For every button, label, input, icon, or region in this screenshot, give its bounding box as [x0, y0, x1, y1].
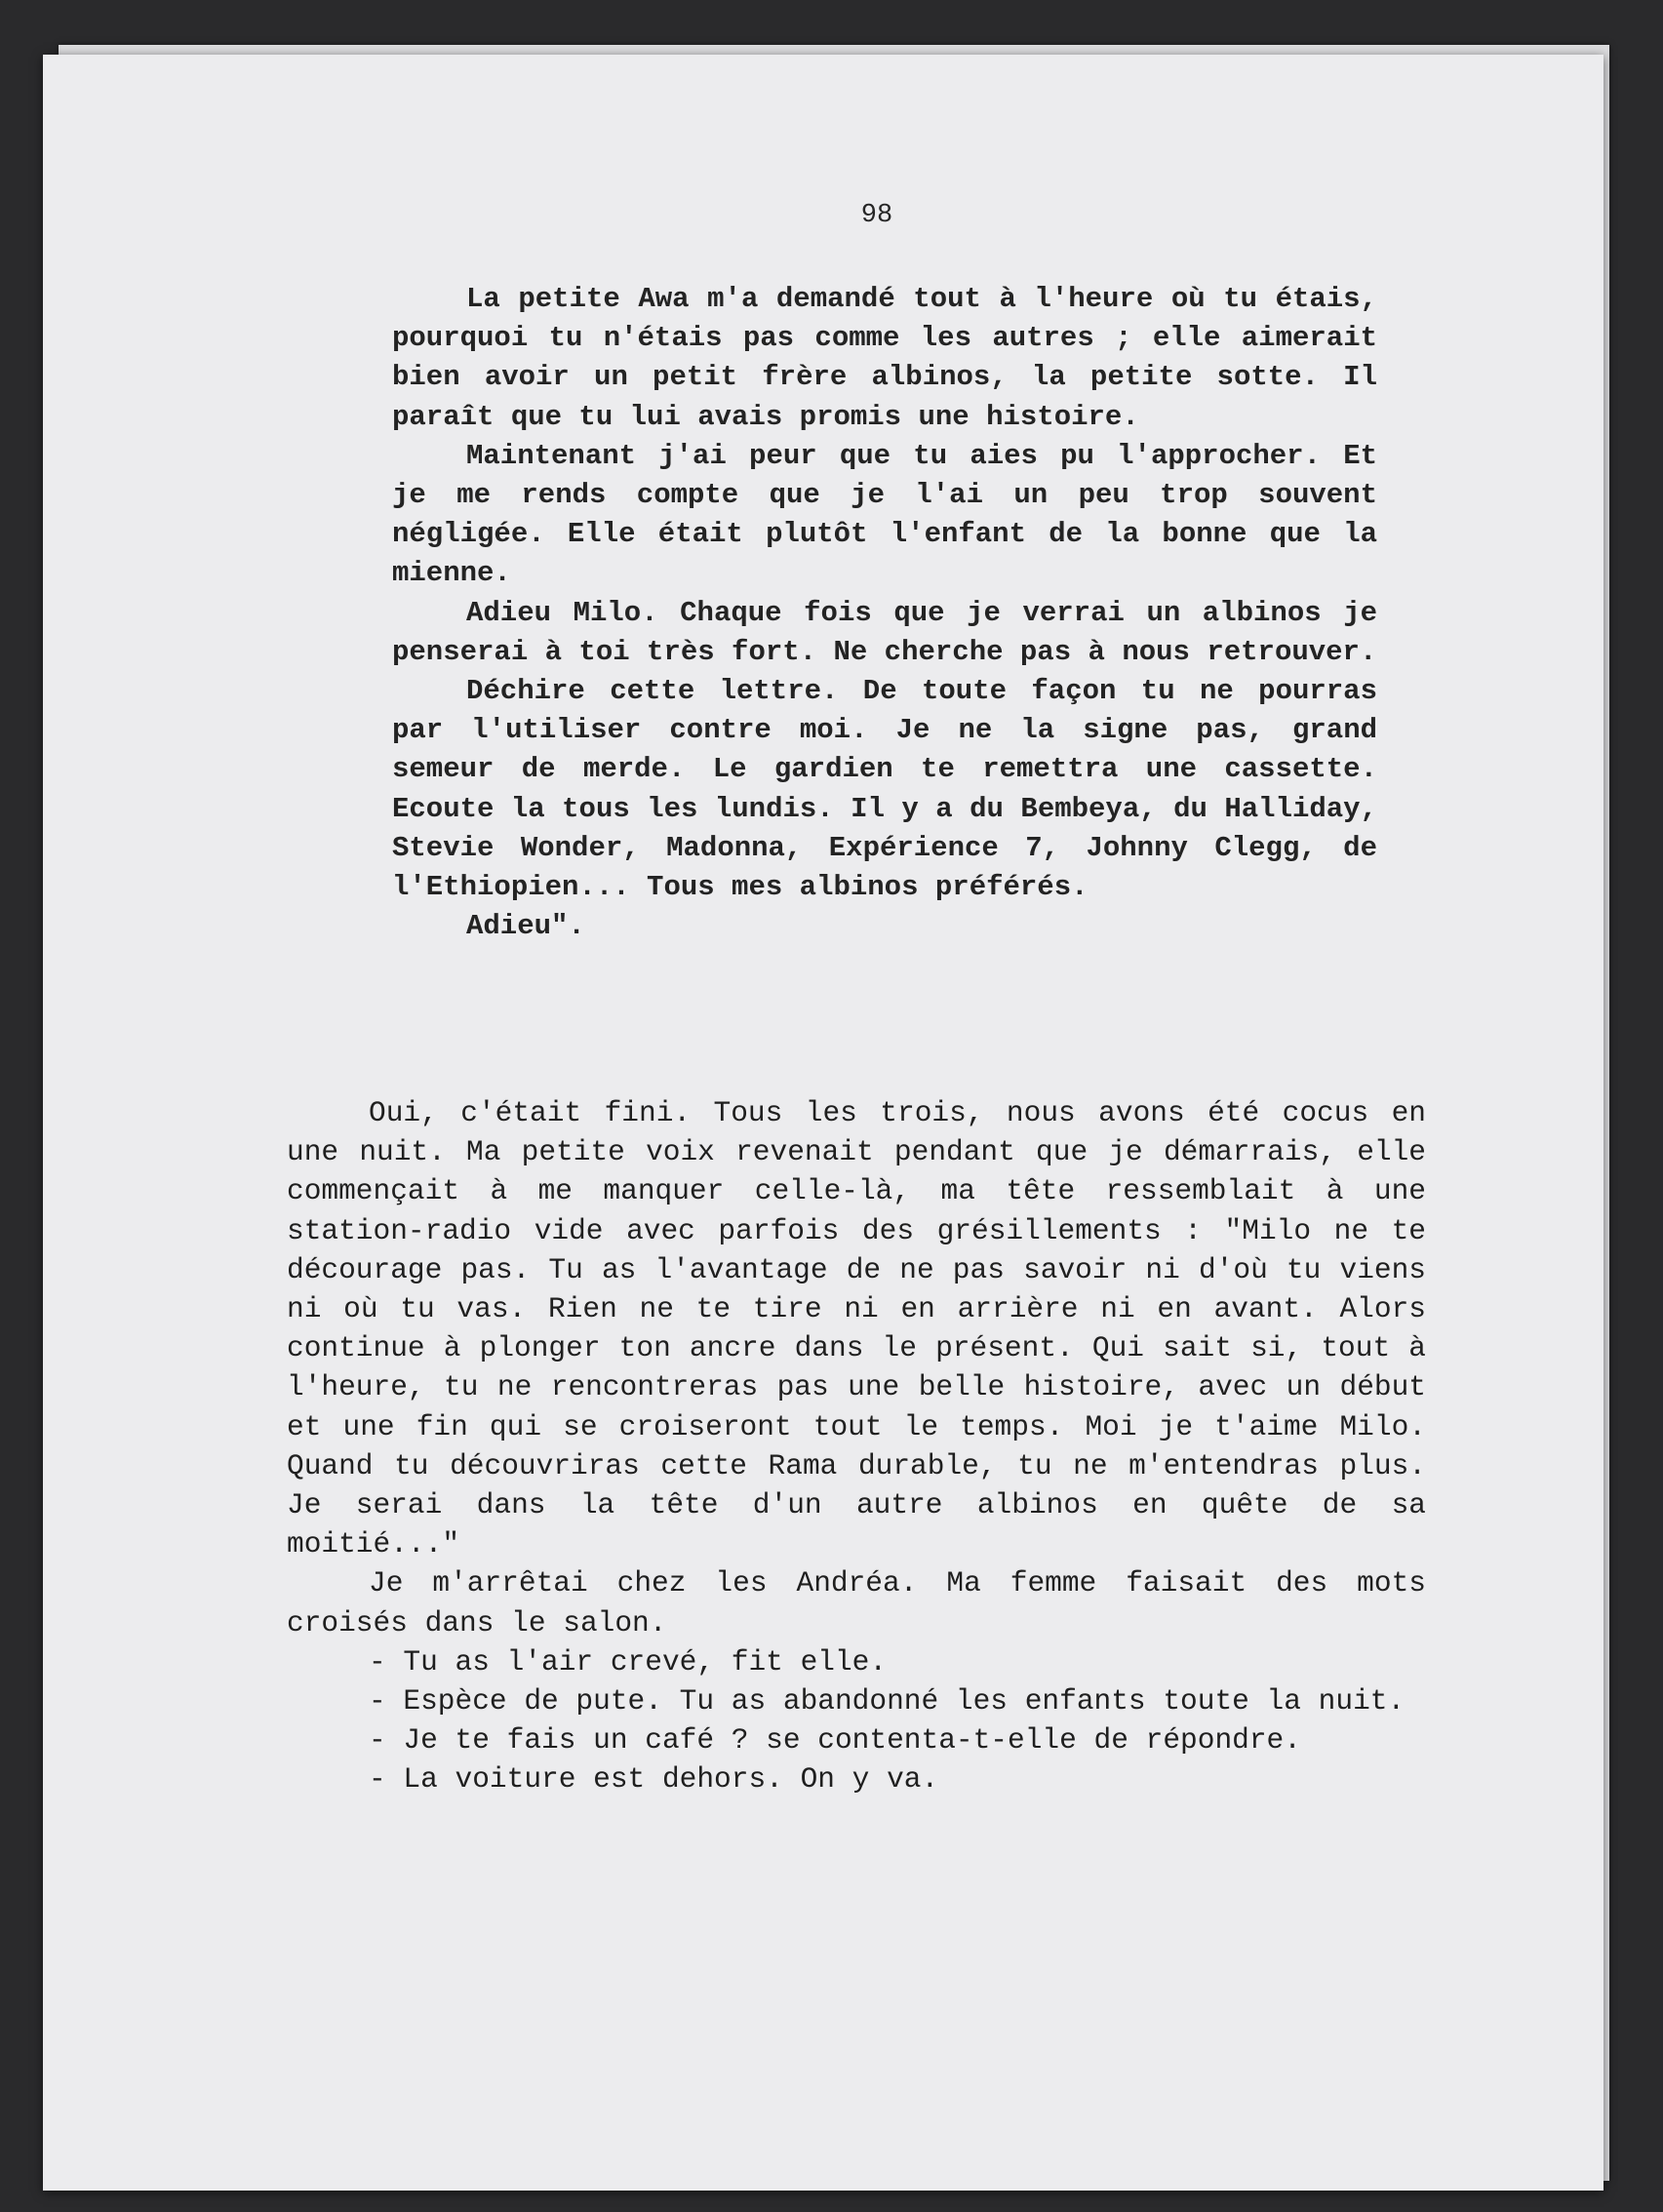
narrative-paragraph: Oui, c'était fini. Tous les trois, nous avons été cocus en une nuit. Ma petite voix revenait pendant que je démarrais, elle commençait à me manquer celle-là, ma tête ressemblait à une station-radio vide avec parfois des grésillements : "Milo ne te décourage pas. Tu as l'avantage de ne pas savoir ni d'où tu viens ni où tu vas. Rien ne te tire ni en arrière ni en avant. Alors continue à plonger ton ancre dans le présent. Qui sait si, tout à l'heure, tu ne rencontreras pas une belle histoire, avec un début et une fin qui se croiseront tout le temps. Moi je t'aime Milo. Quand tu découvriras cette Rama durable, tu ne m'entendras plus. Je serai dans la tête d'un autre albinos en quête de sa moitié..."	[287, 1096, 1426, 1561]
letter-paragraph: Maintenant j'ai peur que tu aies pu l'approcher. Et je me rends compte que je l'ai un peu trop souvent négligée. Elle était plutôt l'enfant de la bonne que la mienne.	[392, 439, 1377, 590]
narrative-block	[287, 1093, 1426, 1799]
dialogue-line: - Espèce de pute. Tu as abandonné les enfants toute la nuit.	[369, 1684, 1406, 1718]
dialogue-line: - Je te fais un café ? se contenta-t-elle de répondre.	[369, 1723, 1301, 1758]
dialogue-line: - Tu as l'air crevé, fit elle.	[369, 1644, 888, 1679]
letter-paragraph: Adieu Milo. Chaque fois que je verrai un albinos je penserai à toi très fort. Ne cherche pas à nous retrouver.	[392, 596, 1377, 668]
letter-paragraph: Déchire cette lettre. De toute façon tu ne pourras par l'utiliser contre moi. Je ne la signe pas, grand semeur de merde. Le gardien te remettra une cassette. Ecoute la tous les lundis. Il y a du Bembeya, du Halliday, Stevie Wonder, Madonna, Expérience 7, Johnny Clegg, de l'Ethiopien... Tous mes albinos préférés.	[392, 675, 1377, 904]
dialogue-line: - La voiture est dehors. On y va.	[369, 1762, 939, 1797]
page-number: 98	[860, 201, 893, 230]
narrative-paragraph: Je m'arrêtai chez les Andréa. Ma femme faisait des mots croisés dans le salon.	[287, 1566, 1426, 1639]
document-page	[43, 55, 1604, 2191]
letter-closing: Adieu".	[466, 910, 585, 943]
letter-block	[392, 280, 1377, 946]
letter-paragraph: La petite Awa m'a demandé tout à l'heure où tu étais, pourquoi tu n'étais pas comme les autres ; elle aimerait bien avoir un petit frère albinos, la petite sotte. Il paraît que tu lui avais promis une histoire.	[392, 283, 1377, 433]
